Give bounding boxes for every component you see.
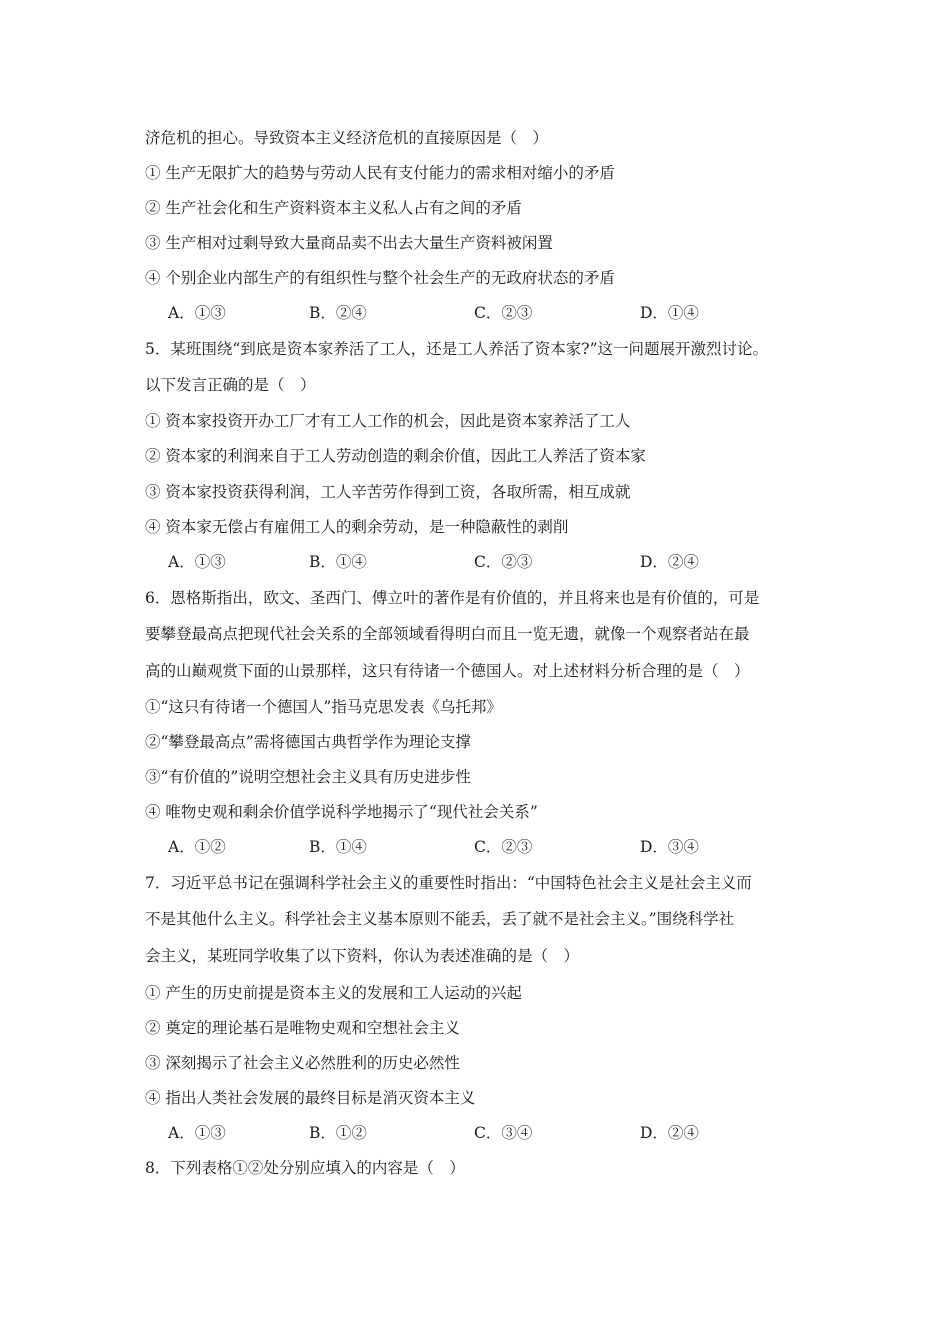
q7-option-b: B．①②	[309, 1124, 367, 1142]
q7-stem-line-2: 不是其他什么主义。科学社会主义基本原则不能丢，丢了就不是社会主义。”围绕科学社	[145, 910, 735, 928]
q6-stem-line-1: 6．恩格斯指出，欧文、圣西门、傅立叶的著作是有价值的，并且将来也是有价值的，可是	[145, 589, 760, 607]
q7-option-d: D．②④	[640, 1124, 699, 1142]
q7-item-1: ① 产生的历史前提是资本主义的发展和工人运动的兴起	[145, 984, 522, 1002]
q6-item-4: ④ 唯物史观和剩余价值学说科学地揭示了“现代社会关系”	[145, 803, 538, 821]
q7-stem-line-1: 7．习近平总书记在强调科学社会主义的重要性时指出：“中国特色社会主义是社会主义而	[145, 874, 752, 892]
q5-item-4: ④ 资本家无偿占有雇佣工人的剩余劳动，是一种隐蔽性的剥削	[145, 518, 569, 536]
q4-item-1: ① 生产无限扩大的趋势与劳动人民有支付能力的需求相对缩小的矛盾	[145, 164, 615, 182]
q7-option-c: C．③④	[474, 1124, 533, 1142]
q4-option-b: B．②④	[309, 304, 367, 322]
q7-item-2: ② 奠定的理论基石是唯物史观和空想社会主义	[145, 1019, 460, 1037]
q7-stem-line-3: 会主义，某班同学收集了以下资料，你认为表述准确的是（ ）	[145, 947, 580, 965]
q4-item-3: ③ 生产相对过剩导致大量商品卖不出去大量生产资料被闲置	[145, 234, 553, 252]
q6-option-d: D．③④	[640, 838, 699, 856]
q6-item-2: ②“攀登最高点”需将德国古典哲学作为理论支撑	[145, 733, 471, 751]
q4-option-a: A．①③	[168, 304, 226, 322]
q7-item-4: ④ 指出人类社会发展的最终目标是消灭资本主义	[145, 1089, 476, 1107]
q6-item-3: ③“有价值的”说明空想社会主义具有历史进步性	[145, 768, 471, 786]
q4-option-c: C．②③	[474, 304, 533, 322]
q6-stem-line-2: 要攀登最高点把现代社会关系的全部领域看得明白而且一览无遗，就像一个观察者站在最	[145, 625, 750, 643]
q4-item-2: ② 生产社会化和生产资料资本主义私人占有之间的矛盾	[145, 199, 522, 217]
q4-item-4: ④ 个别企业内部生产的有组织性与整个社会生产的无政府状态的矛盾	[145, 269, 615, 287]
q6-item-1: ①“这只有待诸一个德国人”指马克思发表《乌托邦》	[145, 698, 502, 716]
q5-stem-line-1: 5．某班围绕“到底是资本家养活了工人，还是工人养活了资本家?”这一问题展开激烈讨论。	[145, 340, 769, 358]
q6-option-a: A．①②	[168, 838, 226, 856]
q7-option-a: A．①③	[168, 1124, 226, 1142]
q5-option-d: D．②④	[640, 553, 699, 571]
q5-item-1: ① 资本家投资开办工厂才有工人工作的机会，因此是资本家养活了工人	[145, 412, 631, 430]
q5-item-3: ③ 资本家投资获得利润，工人辛苦劳作得到工资，各取所需，相互成就	[145, 483, 631, 501]
q5-option-b: B．①④	[309, 553, 367, 571]
q4-option-d: D．①④	[640, 304, 699, 322]
q6-stem-line-3: 高的山巅观赏下面的山景那样，这只有待诸一个德国人。对上述材料分析合理的是（ ）	[145, 662, 750, 680]
q5-stem-line-2: 以下发言正确的是（ ）	[145, 376, 316, 394]
q5-option-a: A．①③	[168, 553, 226, 571]
q5-item-2: ② 资本家的利润来自于工人劳动创造的剩余价值，因此工人养活了资本家	[145, 447, 646, 465]
q4-stem-continuation: 济危机的担心。导致资本主义经济危机的直接原因是（ ）	[145, 129, 549, 147]
q8-stem: 8．下列表格①②处分别应填入的内容是（ ）	[145, 1159, 465, 1177]
q7-item-3: ③ 深刻揭示了社会主义必然胜利的历史必然性	[145, 1054, 460, 1072]
q6-option-c: C．②③	[474, 838, 533, 856]
q6-option-b: B．①④	[309, 838, 367, 856]
q5-option-c: C．②③	[474, 553, 533, 571]
